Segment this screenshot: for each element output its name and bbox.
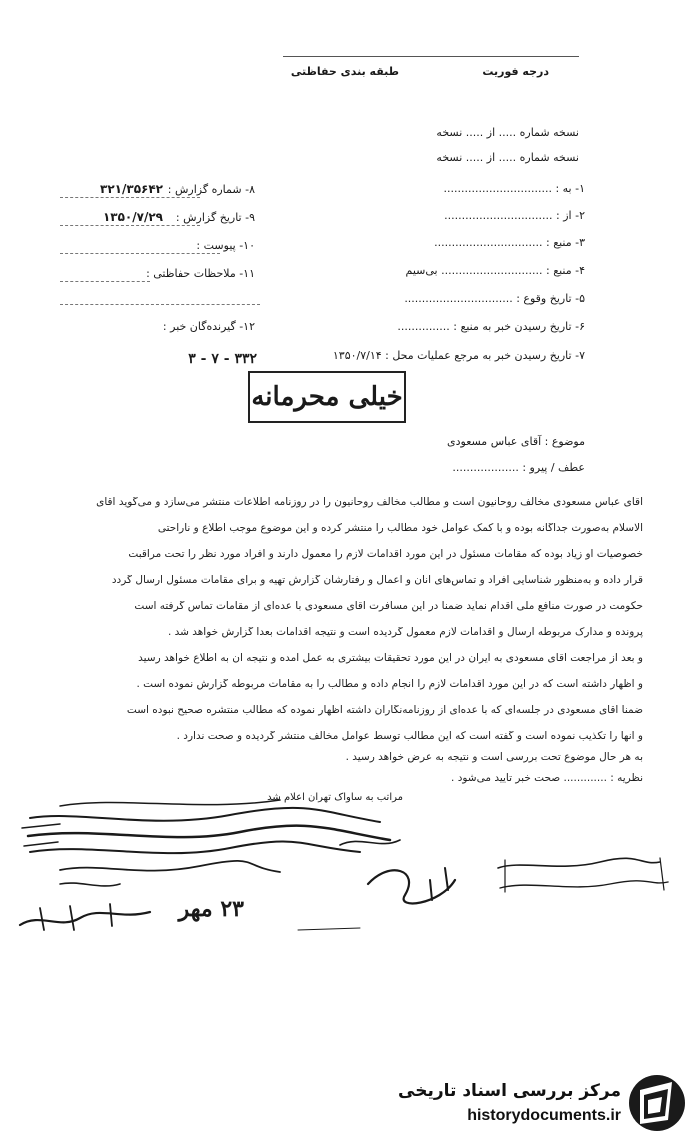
body-line: آقای عباس مسعودی مخالف روحانیون است و مطالب مخالف روحانیون را در روزنامه اطلاعات منتشر می‌سازد و می‌گوید آقای [96, 497, 643, 508]
body-line: حکومت در صورت منافع ملی اقدام نماید ضمناً در این مسافرت آقای مسعودی با عده‌ای از مقامات تماس گرفته است [134, 601, 643, 612]
field-security-notes-label: ۱۱- ملاحظات حفاظتی : [146, 267, 255, 280]
field-report-date-label: ۹- تاریخ گزارش : [175, 211, 255, 224]
footer-note: مراتب به ساواک تهران اعلام شد [267, 792, 403, 803]
field-from: ۲- از : ............................... [444, 209, 585, 222]
archive-url: historydocuments.ir [467, 1107, 621, 1124]
classification-label: طبقه بندی حفاظتی [290, 65, 399, 78]
body-line: الاسلام به‌صورت جداگانه بوده و با کمک عوامل خود مطالب را منتشر کرده و این موضوع موجب اطلاع و ناراحتی [157, 523, 643, 534]
handwritten-date: ۲۳ مهر [178, 896, 244, 922]
subject-line: موضوع : آقای عباس مسعودی [447, 435, 585, 448]
field-recipients-label: ۱۲- گیرنده‌گان خبر : [162, 320, 255, 333]
field-report-date-value: ۱۳۵۰/۷/۲۹ [102, 210, 163, 224]
body-line: و اظهار داشته است که در این مورد اقدامات لازم را انجام داده و مطالب را به مقامات مربوطه گزارش نموده است . [136, 679, 643, 690]
field-news-to-ops-date: ۷- تاریخ رسیدن خبر به مرجع عملیات محل : ۱۳۵۰/۷/۱۴ [332, 349, 585, 362]
copy-number-line: نسخه شماره ..... از ..... نسخه [436, 151, 579, 164]
body-line: پرونده و مدارک مربوطه ارسال و اقدامات لازم معمول گردیده است و نتیجه اقدامات بعداً گزارش خواهد شد . [167, 627, 643, 638]
body-line: خصوصیات او زیاد بوده که مقامات مسئول در این مورد اقدامات لازم را معمول دارند و افراد مورد نظر را تحت مراقبت [128, 549, 643, 560]
classification-stamp: خیلی محرمانه [248, 371, 406, 423]
body-line: ضمناً آقای مسعودی در جلسه‌ای که با عده‌ای از روزنامه‌نگاران داشته اظهار نموده که مطالب منتشره صحیح نبوده است [126, 705, 643, 716]
archive-name: مرکز بررسی اسناد تاریخی [398, 1081, 621, 1101]
field-occurrence-date: ۵- تاریخ وقوع : ............................... [404, 292, 585, 305]
field-to: ۱- به : ............................... [443, 182, 585, 195]
handwritten-reference: ۳۳۲ - ۷ - ۳ [188, 351, 257, 367]
body-line: به هر حال موضوع تحت بررسی است و نتیجه به عرض خواهد رسید . [345, 752, 643, 763]
body-line: قرار داده و به‌منظور شناسایی افراد و تماس‌های آنان و اعمال و رفتارشان گزارش تهیه و برای مقامات مسئول ارسال گردد [111, 575, 643, 586]
body-line: و آنها را تکذیب نموده است و گفته است که این مطالب توسط عوامل مخالف منتشر گردیده و صحت ندارد . [176, 731, 643, 742]
handwritten-scribbles [20, 800, 668, 930]
field-report-number-value: ۳۲۱/۳۵۶۴۲ [100, 182, 163, 196]
archive-logo-icon [629, 1075, 685, 1131]
field-source-type: ۴- منبع : ............................. بی‌سیم [405, 264, 585, 277]
copy-number-line: نسخه شماره ..... از ..... نسخه [436, 126, 579, 139]
body-line: و بعد از مراجعت آقای مسعودی به ایران در این مورد تحقیقات بیشتری به عمل آمده و نتیجه آن به اطلاع خواهد رسید [138, 653, 643, 664]
field-report-number-label: ۸- شماره گزارش : [167, 183, 255, 196]
conclusion-line: نظریه : ............. صحت خبر تأیید می‌شود . [451, 773, 643, 784]
field-attachment-label: ۱۰- پیوست : [196, 239, 255, 252]
field-news-to-source-date: ۶- تاریخ رسیدن خبر به منبع : ............... [397, 320, 585, 333]
priority-label: درجه فوریت [482, 65, 549, 78]
field-source: ۳- منبع : ............................... [434, 236, 585, 249]
reference-line: عطف / پیرو : ................... [452, 461, 585, 474]
